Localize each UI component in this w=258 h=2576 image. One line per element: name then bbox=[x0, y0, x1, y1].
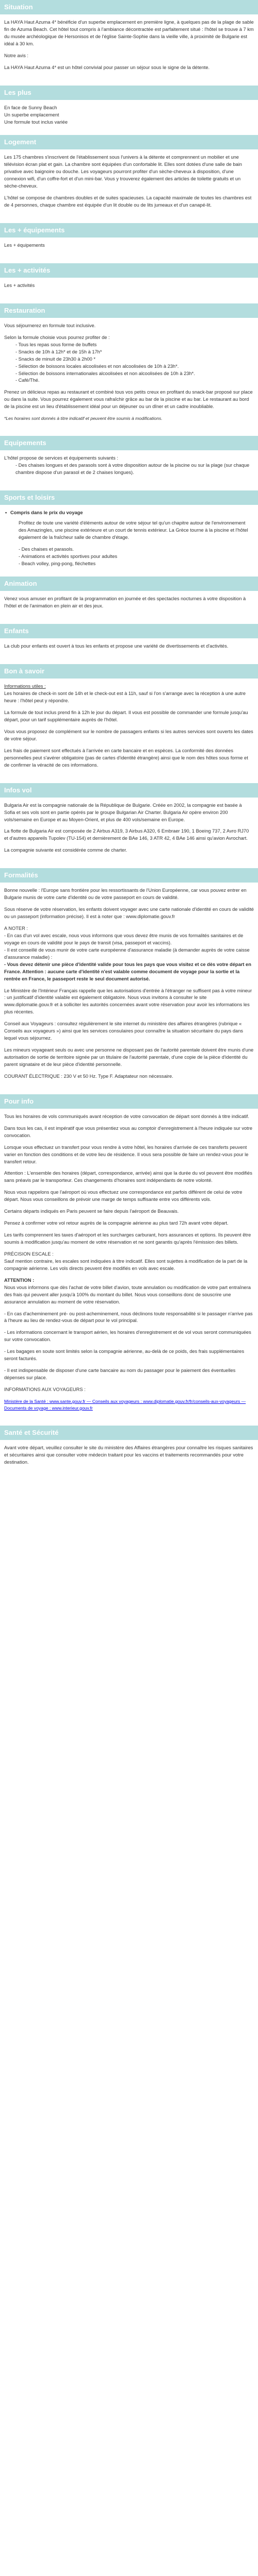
section-title-plus: Les plus bbox=[0, 86, 258, 100]
plus-item-1: En face de Sunny Beach bbox=[4, 105, 57, 110]
section-title-formalites: Formalités bbox=[0, 868, 258, 883]
section-logement bbox=[0, 135, 258, 223]
section-title-situation: Situation bbox=[0, 0, 258, 14]
pour-info-para-8: Les tarifs comprennent les taxes d'aéroport et les surcharges carburant, hors assurances et options. Ils peuvent être soumis à modification jusqu'au moment de votre réservation et ne sont garantis qu'après l'émission des billets. bbox=[4, 1232, 251, 1245]
pour-info-links[interactable]: Ministère de la Santé : www.sante.gouv.fr — Conseils aux voyageurs : www.diplomatie.gouv.fr/fr/conseils-aux-voyageurs — Documents de voyage : www.interieur.gouv.fr bbox=[4, 1398, 246, 1411]
section-infos-vol bbox=[0, 783, 258, 869]
sports-line-1: - Des chaises et parasols. bbox=[19, 546, 74, 552]
section-situation bbox=[0, 0, 258, 86]
logement-para-2: L'hôtel se compose de chambres doubles et de suites spacieuses. La capacité maximale de toutes les chambres est de 4 personnes, chaque chambre est équipée d'un lit double ou de lits jumeaux et d'un canapé-lit. bbox=[4, 195, 252, 208]
pour-info-infos-title: INFORMATIONS AUX VOYAGEURS : bbox=[4, 1387, 86, 1393]
section-title-enfants: Enfants bbox=[0, 624, 258, 638]
pour-info-para-2: Dans tous les cas, il est impératif que vous présentiez vous au comptoir d'enregistrement à l'heure indiquée sur votre convocation. bbox=[4, 1125, 253, 1138]
section-restauration bbox=[0, 303, 258, 436]
restauration-line-1: Selon la formule choisie vous pourrez profiter de : bbox=[4, 334, 110, 340]
plus-item-2: Un superbe emplacement bbox=[4, 112, 59, 117]
section-title-sante: Santé et Sécurité bbox=[0, 1426, 258, 1440]
plus-equipements-text: Les + équipements bbox=[4, 243, 45, 248]
pour-info-para-6: Certains départs indiqués en Paris peuvent se faire depuis l'aéroport de Beauvais. bbox=[4, 1209, 179, 1214]
restauration-line-4: - Snacks de minuit de 23h30 à 2h00 * bbox=[15, 356, 96, 362]
section-title-pour-info: Pour info bbox=[0, 1094, 258, 1109]
situation-para-2: Notre avis : bbox=[4, 53, 29, 58]
equipements-para-2: - Des chaises longues et des parasols sont à votre disposition autour de la piscine ou sur la plage (sur chaque chambre dispose d'un parasol et de 2 chaises longues). bbox=[15, 463, 250, 475]
bon-a-savoir-para-4: Les frais de paiement sont effectués à l'arrivée en carte bancaire et en espèces. La conformité des données personnelles peut s'avérer obligatoire (pas de cartes d'identité étrangère) ainsi que le nom des hôtes sous forme et de confirmer la véracité de ces informations. bbox=[4, 748, 248, 768]
restauration-line-7: - Café/Thé. bbox=[15, 378, 40, 383]
section-plus-activites bbox=[0, 263, 258, 303]
restauration-para-1: Vous séjournerez en formule tout inclusive. bbox=[4, 323, 96, 328]
section-title-sports: Sports et loisirs bbox=[0, 490, 258, 505]
enfants-para-1: La club pour enfants est ouvert à tous les enfants et propose une variété de divertissements et d'activités. bbox=[4, 643, 229, 649]
equipements-para-1: L'hôtel propose de services et équipements suivants : bbox=[4, 455, 118, 461]
formalites-note-label: A NOTER : bbox=[4, 926, 28, 931]
section-title-plus-activites: Les + activités bbox=[0, 263, 258, 278]
infos-vol-para-2: La flotte de Bulgaria Air est composée de 2 Airbus A319, 3 Airbus A320, 6 Embraer 190, 1 Boeing 737, 2 Avro RJ70 et d'autres appareils Tupolev (TU-154) et dernièrement de BAe 146, 3 ATR 42, 4 BAe 146 ainsi qu'avion Avrochart. bbox=[4, 828, 249, 841]
situation-para-3: La HAYA Haut Azuma 4* est un hôtel convivial pour passer un séjour sous le signe de la détente. bbox=[4, 64, 210, 70]
bon-a-savoir-para-2: La formule de tout inclus prend fin à 12h le jour du départ. Il vous est possible de commander une formule jusqu'au départ, pour un tarif supplémentaire auprès de l'hôtel. bbox=[4, 710, 248, 723]
restauration-line-6: - Sélection de boissons internationales alcoolisées et non alcoolisées de 10h à 23h*. bbox=[15, 370, 195, 376]
section-enfants bbox=[0, 624, 258, 664]
formalites-note-3: - Vous devez détenir une pièce d'identité valide pour tous les pays que vous visitez et ce dès votre départ en France. Attention : aucune carte d'identité n'est valable comme document de voyage pour la sortie et la rentrée en France, le passeport reste le seul document autorisé. bbox=[4, 961, 251, 981]
formalites-para-5: Les mineurs voyageant seuls ou avec une personne ne disposant pas de l'autorité parentale doivent être munis d'une autorisation de sortie de territoire signée par un titulaire de l'autorité parentale, d'une copie de la pièce d'identité du parent signataire et de leur pièce d'identité personnelle. bbox=[4, 1047, 254, 1067]
pour-info-para-11: - En cas d'acheminement pré- ou post-acheminement, nous déclinons toute responsabilité si le passager n'arrive pas à l'heure au lieu de rendez-vous de départ pour le vol principal. bbox=[4, 1311, 253, 1324]
infos-vol-para-1: Bulgaria Air est la compagnie nationale de la République de Bulgarie. Créée en 2002, la compagnie est basée à Sofia et ses vols sont en partie opérés par le groupe Bulgarian Air Charter. Bulgaria Air opère environ 200 vols/semaine en Europe et au Moyen-Orient, et plus de 400 vols/semaine en Europe. bbox=[4, 802, 242, 822]
section-title-restauration: Restauration bbox=[0, 303, 258, 318]
section-title-bon-a-savoir: Bon à savoir bbox=[0, 664, 258, 679]
section-sports bbox=[0, 490, 258, 577]
formalites-para-3: Le Ministère de l'Intérieur Français rappelle que les autorisations d'entrée à l'étranger ne suffisent pas à votre mineur : un justificatif d'identité valable est également obligatoire. Nous vous invitons à consulter le site www.diplomatie.gouv.fr et à solliciter les autorités concernées avant votre réservation pour avoir les informations les plus récentes. bbox=[4, 988, 252, 1015]
formalites-note-1: - En cas d'un vol avec escale, nous vous informons que vous devez être munis de vos formalités sanitaires et de voyage en cours de validité pour le pays de transit (visa, passeport et vaccins). bbox=[4, 933, 244, 945]
plus-activites-text: Les + activités bbox=[4, 282, 35, 288]
restauration-para-2: Prenez un délicieux repas au restaurant et combiné tous vos petits creux en profitant du snack-bar proposé sur place ou dans la suite. Vous pourrez également vous rafraîchir grâce au bar de la piscine et au bar. Le restaurant au bord de la piscine est un lieu d'établissement idéal pour un déjeuner ou un dîner et un cadre inoubliable. bbox=[4, 389, 253, 410]
pour-info-para-10: Nous vous informons que dès l'achat de votre billet d'avion, toute annulation ou modification de votre part entraînera des frais qui peuvent aller jusqu'à 100% du montant du billet. Nous vous conseillons donc de souscrire une assurance annulation au moment de votre réservation. bbox=[4, 1284, 251, 1304]
sports-included-bullet: • Compris dans le prix du voyage bbox=[4, 510, 254, 517]
sante-para-1: Avant votre départ, veuillez consulter le site du ministère des Affaires étrangères pour connaître les risques sanitaires et sécuritaires ainsi que consulter votre médecin traitant pour les vaccins et traitements recommandés pour votre destination. bbox=[4, 1445, 253, 1465]
pour-info-para-12: - Les informations concernant le transport aérien, les horaires d'enregistrement et de vol vous seront communiquées sur votre convocation. bbox=[4, 1330, 251, 1343]
section-animation bbox=[0, 577, 258, 624]
section-equipements bbox=[0, 436, 258, 490]
pour-info-attention-label: ATTENTION : bbox=[4, 1277, 35, 1283]
section-title-animation: Animation bbox=[0, 577, 258, 591]
section-plus-equipements bbox=[0, 223, 258, 263]
sports-para-1: Profitez de toute une variété d'éléments autour de votre séjour tel qu'un chapitre autour de l'environnement des Amazingles, une piscine extérieure et un court de tennis extérieur. La Grèce tourne à la piscine et l'hôtel également de la fraîcheur salle de chambre d'étage. bbox=[19, 520, 248, 540]
pour-info-escale-label: PRÉCISION ESCALE : bbox=[4, 1251, 54, 1257]
bon-a-savoir-label: Informations utiles : bbox=[4, 684, 46, 689]
formalites-power: COURANT ÉLECTRIQUE : 230 V et 50 Hz. Type F. Adaptateur non nécessaire. bbox=[4, 1073, 173, 1079]
bon-a-savoir-para-3: Vous vous proposez de complément sur le nombre de passagers enfants si les autres services sont ouverts les dates de votre séjour. bbox=[4, 728, 253, 741]
pour-info-para-9: Sauf mention contraire, les escales sont indiquées à titre indicatif. Elles sont sujettes à modification de la part de la compagnie aérienne. Les vols directs peuvent être modifiés en vols avec escale. bbox=[4, 1258, 248, 1271]
formalites-para-2: Sous réserve de votre réservation, les enfants doivent voyager avec une carte nationale d'identité en cours de validité ou un passeport (information précise). Il est à noter que : www.diplomatie.gouv.fr bbox=[4, 907, 254, 920]
pour-info-para-3: Lorsque vous effectuez un transfert pour vous rendre à votre hôtel, les horaires d'arrivée de ces transferts peuvent varier en fonction des conditions et de votre lieu de résidence. Il vous sera possible de faire un rendez-vous pour le transfert retour. bbox=[4, 1144, 249, 1164]
plus-item-3: Une formule tout inclus variée bbox=[4, 119, 68, 125]
section-title-equipements: Equipements bbox=[0, 436, 258, 450]
pour-info-para-14: - Il est indispensable de disposer d'une carte bancaire au nom du passager pour le paiement des éventuelles dépenses sur place. bbox=[4, 1368, 236, 1381]
section-pour-info bbox=[0, 1094, 258, 1426]
section-plus bbox=[0, 86, 258, 135]
restauration-line-2: - Tous les repas sous forme de buffets bbox=[15, 342, 97, 347]
section-sante bbox=[0, 1426, 258, 1480]
formalites-para-4: Conseil aux Voyageurs : consultez régulièrement le site internet du ministère des affaires étrangères (rubrique « Conseils aux voyageurs ») ainsi que les services consulaires pour connaître la situation sécuritaire du pays dans lequel vous séjournez. bbox=[4, 1021, 244, 1041]
animation-para-1: Venez vous amuser en profitant de la programmation en journée et des spectacles nocturnes à votre disposition à l'hôtel et de l'animation en plein air et des jeux. bbox=[4, 596, 246, 609]
pour-info-para-4: Attention : L'ensemble des horaires (départ, correspondance, arrivée) ainsi que la durée du vol peuvent être modifiés sans préavis par le transporteur. Ces changements d'horaires sont indépendants de notre volonté. bbox=[4, 1171, 252, 1183]
sports-line-3: - Beach volley, ping-pong, fléchettes bbox=[19, 561, 96, 566]
logement-para-1: Les 175 chambres s'inscrivent de l'établissement sous l'univers à la détente et comprennent un mobilier et une télévision écran plat et gain. La chambre sont équipées d'un confortable lit. Elles sont dotées d'une salle de bain privative avec baignoire ou douche. Les voyageurs pourront profiter d'un sèche-cheveux à disposition, d'une connexion wifi, d'un coffre-fort et d'un mini-bar. Vous y trouverez également des articles de toilette gratuits et un sèche-cheveux. bbox=[4, 155, 242, 189]
pour-info-para-1: Tous les horaires de vols communiqués avant réception de votre convocation de départ sont donnés à titre indicatif. bbox=[4, 1113, 249, 1119]
sports-line-2: - Animations et activités sportives pour adultes bbox=[19, 553, 118, 559]
bon-a-savoir-para-1: Les horaires de check-in sont de 14h et le check-out est à 11h, sauf si l'on s'arrange avec la réception à une autre heure : l'hôtel peut y répondre. bbox=[4, 691, 246, 704]
situation-para-1: La HAYA Haut Azuma 4* bénéficie d'un superbe emplacement en première ligne, à quelques pas de la plage de sable fin de Azuma Beach. Cet hôtel tout compris à l'ambiance décontractée est parfaitement situé : l'hôtel se trouve à 7 km du musée archéologique de Hersonisos et de l'église Sainte-Sophie dans la vieille ville, à proximité de Bulgarie est idéal à 30 km. bbox=[4, 20, 254, 46]
section-title-plus-equipements: Les + équipements bbox=[0, 223, 258, 238]
pour-info-para-5: Nous vous rappelons que l'aéroport où vous effectuez une correspondance est parfois différent de celui de votre départ. Nous vous conseillons de prévoir une marge de temps suffisante entre vos différents vols. bbox=[4, 1190, 243, 1202]
restauration-line-5: - Sélection de boissons locales alcoolisées et non alcoolisées de 10h à 23h*. bbox=[15, 363, 179, 369]
formalites-note-2: - Il est conseillé de vous munir de votre carte européenne d'assurance maladie (à demander auprès de votre caisse d'assurance maladie) : bbox=[4, 947, 250, 960]
formalites-para-1: Bonne nouvelle : l'Europe sans frontière pour les ressortissants de l'Union Européenne, car vous pouvez entrer en Bulgarie munis de votre carte d'identité ou de votre passeport en cours de validité. bbox=[4, 888, 247, 901]
pour-info-para-7: Pensez à confirmer votre vol retour auprès de la compagnie aérienne au plus tard 72h avant votre départ. bbox=[4, 1221, 229, 1226]
infos-vol-para-3: La compagnie suivante est considérée comme de charter. bbox=[4, 848, 127, 853]
section-title-logement: Logement bbox=[0, 135, 258, 149]
restauration-line-3: - Snacks de 10h à 12h* et de 15h à 17h* bbox=[15, 349, 102, 354]
pour-info-para-13: - Les bagages en soute sont limités selon la compagnie aérienne, au-delà de ce poids, des frais supplémentaires seront facturés. bbox=[4, 1349, 245, 1362]
restauration-note: *Les horaires sont donnés à titre indicatif et peuvent être soumis à modifications. bbox=[4, 416, 163, 421]
section-bon-a-savoir bbox=[0, 664, 258, 783]
section-formalites bbox=[0, 868, 258, 1094]
section-title-infos-vol: Infos vol bbox=[0, 783, 258, 798]
